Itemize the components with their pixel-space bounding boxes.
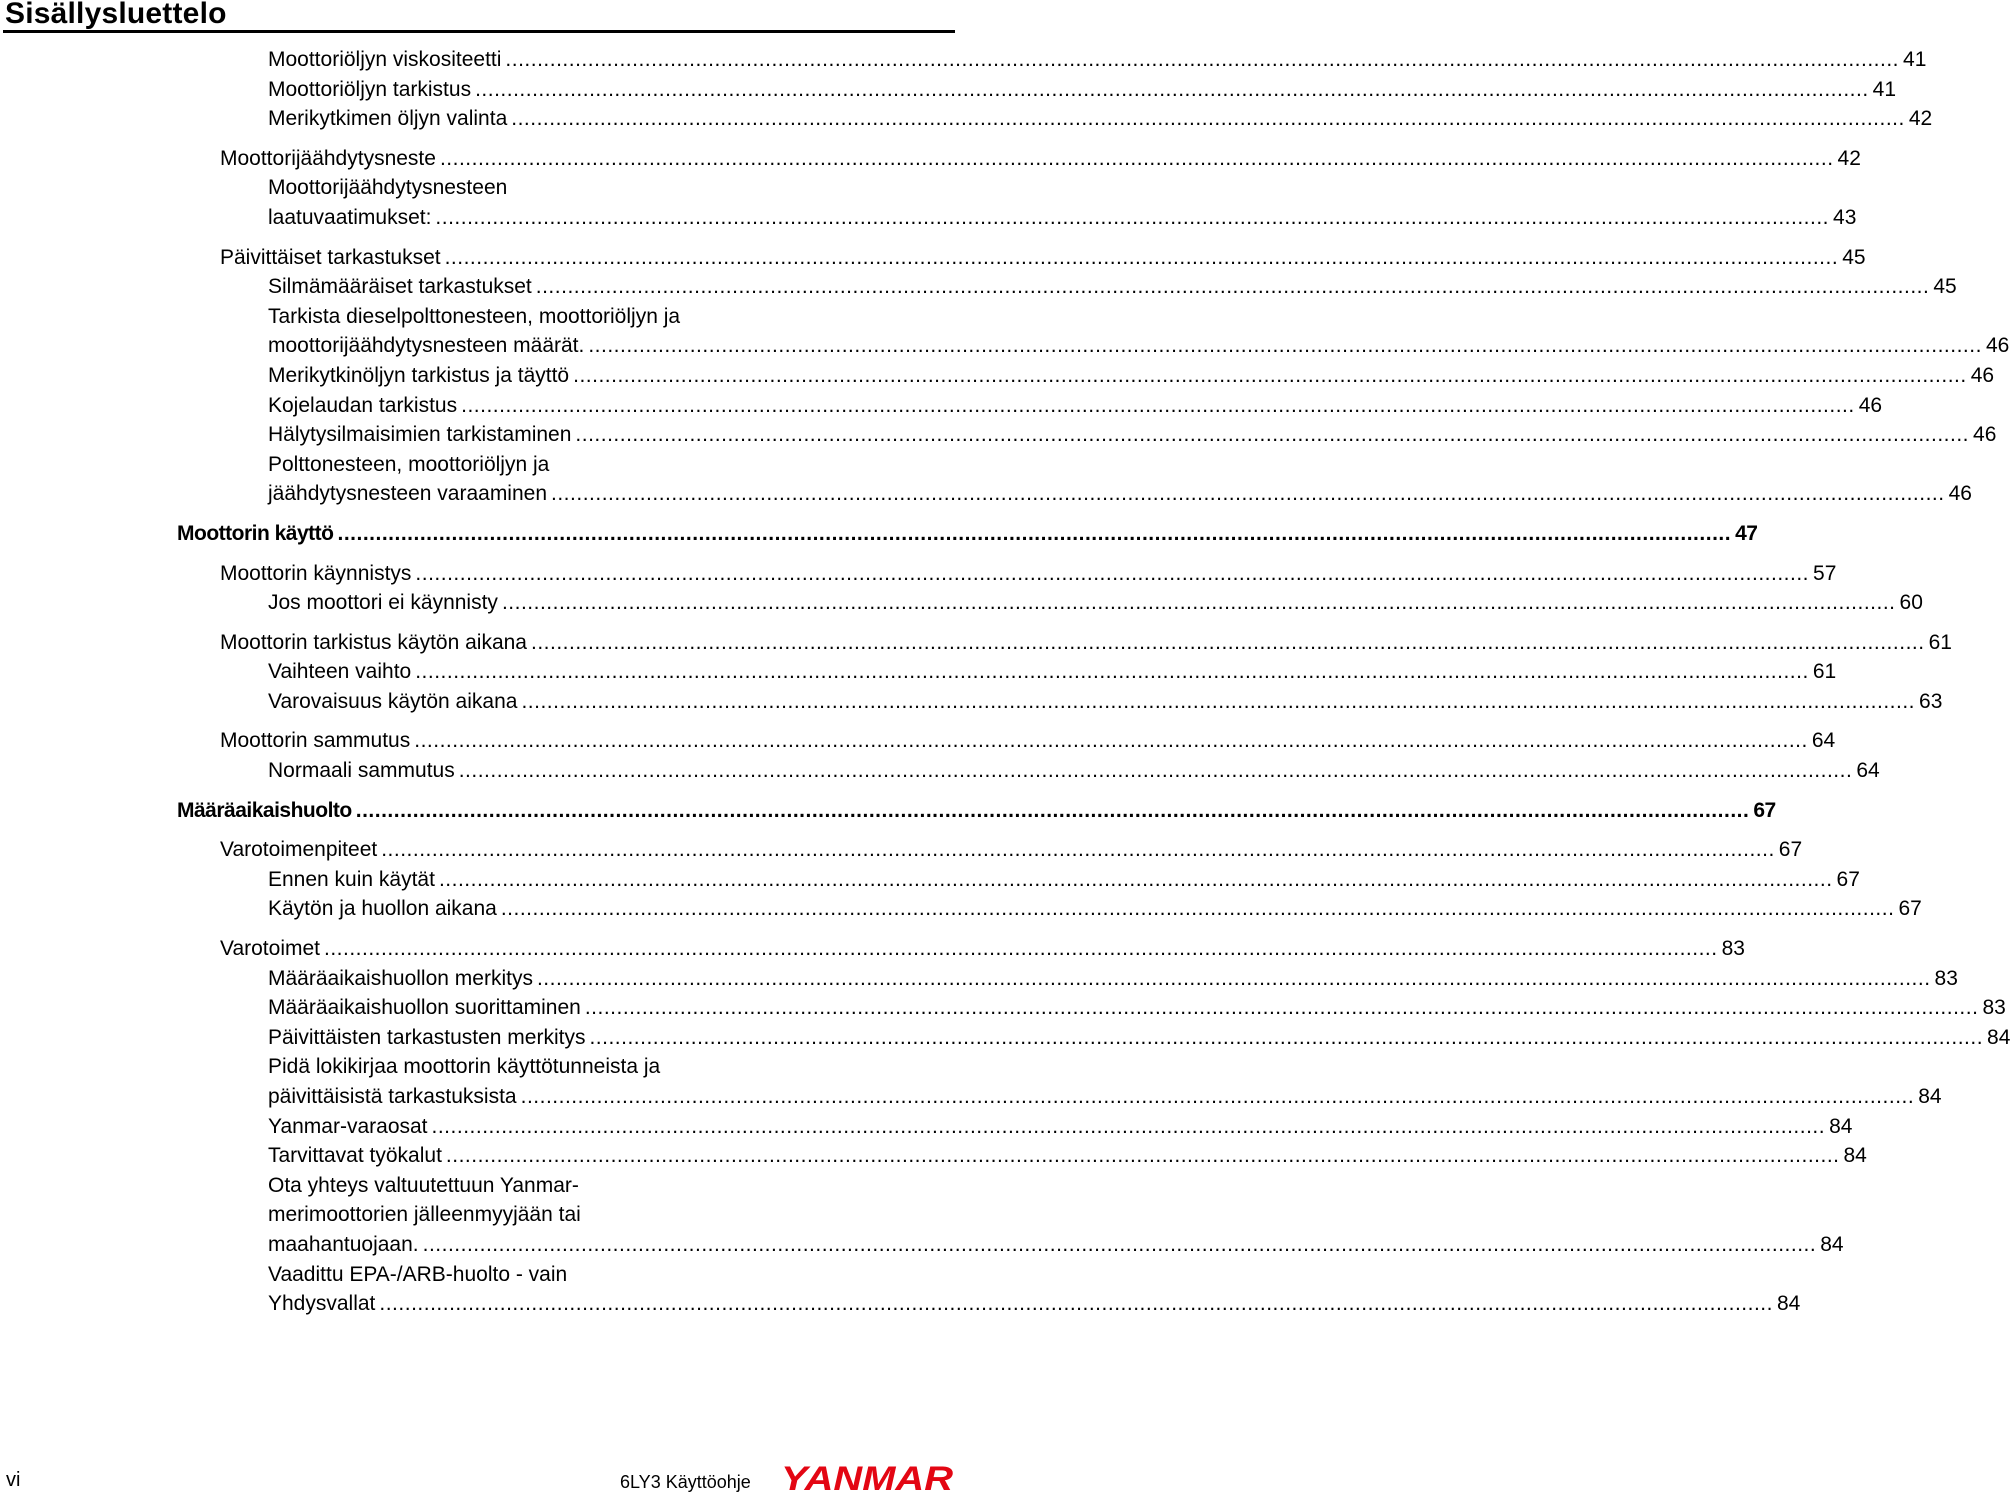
toc-entry-title: Jos moottori ei käynnisty	[268, 591, 498, 615]
toc-entry-line	[268, 993, 2006, 1023]
yanmar-logo-text: YANMAR	[781, 1460, 954, 1494]
toc-entry-title: päivittäisistä tarkastuksista	[268, 1085, 517, 1108]
toc-entry-title: Normaali sammutus	[268, 759, 455, 783]
toc-page-number: 84	[1776, 1292, 1801, 1316]
dot-leader: ............................................................................................................................................................................................................................	[588, 334, 1982, 358]
toc-entry-line	[268, 75, 1897, 105]
toc-entry-title: Moottorijäähdytysneste	[220, 146, 436, 170]
toc-entry[interactable]	[0, 934, 1745, 964]
toc-entry-title: Silmämääräiset tarkastukset	[268, 275, 532, 299]
dot-leader: ............................................................................................................................................................................................................................	[536, 966, 1931, 990]
toc-entry-line	[268, 361, 1995, 391]
toc-entry[interactable]	[0, 559, 1837, 589]
toc-entry[interactable]	[0, 391, 1883, 421]
toc-entry-line	[220, 726, 1836, 756]
toc-entry-title: Määräaikaishuollon merkitys	[268, 966, 533, 990]
toc-entry[interactable]	[0, 173, 1857, 232]
toc-page-number: 63	[1919, 689, 1943, 713]
toc-page-number: 83	[1982, 996, 2006, 1020]
toc-entry-title: Hälytysilmaisimien tarkistaminen	[268, 423, 572, 447]
toc-entry-line	[268, 1112, 1853, 1142]
toc-entry-title: Moottorin sammutus	[220, 729, 411, 753]
toc-page-number: 67	[1898, 897, 1922, 921]
dot-leader: ............................................................................................................................................................................................................................	[511, 107, 1905, 131]
toc-entry[interactable]	[0, 628, 1952, 658]
dot-leader: ............................................................................................................................................................................................................................	[435, 205, 1830, 229]
dot-leader: ............................................................................................................................................................................................................................	[355, 798, 1750, 822]
toc-page-number: 64	[1856, 759, 1880, 783]
toc-entry-title: merimoottorien jälleenmyyjään tai	[268, 1203, 581, 1227]
toc-entry-title: Moottorin käyttö	[177, 521, 334, 545]
toc-entry-title: Tarvittavat työkalut	[268, 1144, 442, 1168]
dot-leader: ............................................................................................................................................................................................................................	[438, 867, 1833, 891]
toc-page-number: 45	[1933, 275, 1957, 299]
dot-leader: ............................................................................................................................................................................................................................	[530, 630, 1925, 654]
toc-page-number: 42	[1837, 146, 1861, 170]
toc-page-number: 64	[1811, 729, 1836, 753]
toc-entry[interactable]	[0, 1171, 1844, 1260]
toc-entry-line	[220, 835, 1803, 865]
toc-entry-line	[220, 243, 1866, 273]
toc-entry-line	[268, 479, 1972, 509]
dot-leader: ............................................................................................................................................................................................................................	[458, 759, 1853, 783]
manual-title: 6LY3 Käyttöohje	[620, 1472, 751, 1492]
toc-entry-line	[268, 657, 1837, 687]
toc-entry[interactable]	[0, 1023, 2010, 1053]
toc-entry[interactable]	[0, 894, 1922, 924]
dot-leader: ............................................................................................................................................................................................................................	[439, 146, 1834, 170]
toc-entry[interactable]	[0, 1260, 1801, 1319]
toc-entry-title: Yanmar-varaosat	[268, 1114, 428, 1138]
toc-entry[interactable]	[0, 420, 1997, 450]
toc-entry-title: Ota yhteys valtuutettuun Yanmar-	[268, 1173, 579, 1197]
toc-entry-line	[268, 687, 1943, 717]
dot-leader: ............................................................................................................................................................................................................................	[520, 1085, 1915, 1108]
toc-entry-line	[220, 144, 1861, 174]
toc-entry-title: Moottoriöljyn tarkistus	[268, 77, 472, 101]
toc-entry-line	[268, 1230, 1844, 1260]
toc-page-number: 67	[1836, 867, 1860, 891]
toc-entry-title: Määräaikaishuolto	[177, 798, 352, 822]
toc-entry-line	[268, 1023, 2010, 1053]
toc-entry[interactable]	[0, 588, 1923, 618]
toc-entry-line	[177, 796, 1776, 826]
toc-page-number: 84	[1829, 1114, 1853, 1138]
toc-entry[interactable]	[0, 361, 1995, 391]
yanmar-logo	[779, 1461, 955, 1493]
dot-leader: ............................................................................................................................................................................................................................	[415, 660, 1809, 684]
toc-entry[interactable]	[0, 1112, 1853, 1142]
toc-entry[interactable]	[0, 1052, 1942, 1111]
dot-leader: ............................................................................................................................................................................................................................	[584, 996, 1979, 1020]
toc-entry-title: Varotoimet	[220, 937, 320, 961]
toc-entry[interactable]	[0, 756, 1880, 786]
dot-leader: ............................................................................................................................................................................................................................	[551, 482, 1945, 506]
toc-entry-title: Moottorin käynnistys	[220, 561, 412, 585]
toc-entry[interactable]	[0, 302, 2010, 361]
toc-entry-line	[268, 894, 1922, 924]
toc-entry[interactable]	[0, 687, 1943, 717]
table-of-contents	[0, 45, 2010, 1319]
toc-entry-line	[268, 1141, 1867, 1171]
toc-page-number: 61	[1928, 630, 1952, 654]
toc-entry-line	[268, 45, 1927, 75]
dot-leader: ............................................................................................................................................................................................................................	[589, 1025, 1984, 1049]
toc-entry-line	[268, 1289, 1801, 1319]
toc-entry-title: Merikytkinöljyn tarkistus ja täyttö	[268, 363, 570, 387]
toc-entry-title: Merikytkimen öljyn valinta	[268, 107, 508, 131]
dot-leader: ............................................................................................................................................................................................................................	[444, 245, 1839, 269]
toc-entry-line	[177, 519, 1758, 549]
toc-page-number: 67	[1753, 798, 1776, 822]
toc-entry-title: laatuvaatimukset:	[268, 205, 432, 229]
toc-page-number: 42	[1908, 107, 1933, 131]
toc-page-number: 46	[1858, 393, 1883, 417]
toc-entry-line	[268, 104, 1933, 134]
toc-entry-line	[268, 203, 1857, 233]
toc-page-number: 84	[1843, 1144, 1867, 1168]
toc-entry-title: Yhdysvallat	[268, 1292, 376, 1316]
toc-page-number: 41	[1903, 48, 1927, 71]
dot-leader: ............................................................................................................................................................................................................................	[431, 1114, 1826, 1138]
toc-entry-line	[220, 628, 1952, 658]
toc-entry-line	[268, 391, 1883, 421]
dot-leader: ............................................................................................................................................................................................................................	[379, 1292, 1773, 1316]
toc-page-number: 47	[1735, 521, 1758, 545]
toc-entry[interactable]	[0, 993, 2006, 1023]
toc-entry-title: Kojelaudan tarkistus	[268, 393, 458, 417]
toc-entry-title: Moottorijäähdytysnesteen	[268, 176, 508, 200]
dot-leader: ............................................................................................................................................................................................................................	[461, 393, 1855, 417]
dot-leader: ............................................................................................................................................................................................................................	[415, 561, 1810, 585]
toc-entry-title: Moottoriöljyn viskositeetti	[268, 48, 502, 71]
toc-entry[interactable]	[0, 272, 1957, 302]
toc-page-number: 84	[1987, 1025, 2010, 1049]
header-rule	[3, 30, 955, 33]
toc-entry[interactable]	[0, 104, 1933, 134]
toc-entry[interactable]	[0, 726, 1836, 756]
toc-entry-line	[268, 420, 1997, 450]
toc-entry-line	[268, 588, 1923, 618]
toc-entry-title: Polttonesteen, moottoriöljyn ja	[268, 452, 550, 476]
toc-entry[interactable]	[0, 964, 1958, 994]
toc-entry-title: Päivittäisten tarkastusten merkitys	[268, 1025, 586, 1049]
toc-page-number: 57	[1813, 561, 1837, 585]
toc-page-number: 45	[1842, 245, 1866, 269]
dot-leader: ............................................................................................................................................................................................................................	[521, 689, 1916, 713]
dot-leader: ............................................................................................................................................................................................................................	[324, 937, 1718, 961]
dot-leader: ............................................................................................................................................................................................................................	[422, 1232, 1817, 1256]
toc-entry-title: Pidä lokikirjaa moottorin käyttötunneista ja	[268, 1055, 661, 1079]
toc-entry[interactable]	[0, 45, 1927, 75]
toc-entry-line	[268, 964, 1958, 994]
toc-entry-title: moottorijäähdytysnesteen määrät.	[268, 334, 585, 358]
toc-page-number: 43	[1833, 205, 1857, 229]
dot-leader: ............................................................................................................................................................................................................................	[475, 77, 1869, 101]
dot-leader: ............................................................................................................................................................................................................................	[501, 591, 1896, 615]
toc-page-number: 83	[1721, 937, 1745, 961]
dot-leader: ............................................................................................................................................................................................................................	[500, 897, 1895, 921]
toc-entry-title: Vaadittu EPA-/ARB-huolto - vain	[268, 1262, 568, 1286]
toc-entry[interactable]	[0, 450, 1972, 509]
toc-entry[interactable]	[0, 1141, 1867, 1171]
dot-leader: ............................................................................................................................................................................................................................	[381, 838, 1775, 862]
toc-entry[interactable]	[0, 796, 1776, 826]
toc-page-number: 67	[1778, 838, 1803, 862]
toc-entry-line	[268, 1082, 1942, 1112]
toc-entry-line	[220, 934, 1745, 964]
toc-entry[interactable]	[0, 75, 1897, 105]
toc-page-number: 61	[1812, 660, 1837, 684]
toc-entry[interactable]	[0, 657, 1837, 687]
toc-page-number: 46	[1973, 423, 1997, 447]
toc-page-number: 41	[1872, 77, 1897, 101]
toc-entry-title: Vaihteen vaihto	[268, 660, 412, 684]
toc-page-number: 60	[1899, 591, 1923, 615]
dot-leader: ............................................................................................................................................................................................................................	[505, 48, 1900, 71]
toc-entry-line	[268, 756, 1880, 786]
toc-entry-title: Varovaisuus käytön aikana	[268, 689, 518, 713]
toc-entry-title: Varotoimenpiteet	[220, 838, 378, 862]
dot-leader: ............................................................................................................................................................................................................................	[414, 729, 1808, 753]
toc-entry-line	[268, 272, 1957, 302]
toc-entry-title: Määräaikaishuollon suorittaminen	[268, 996, 581, 1020]
toc-entry[interactable]	[0, 865, 1860, 895]
dot-leader: ............................................................................................................................................................................................................................	[445, 1144, 1840, 1168]
dot-leader: ............................................................................................................................................................................................................................	[573, 363, 1967, 387]
toc-entry-line	[268, 331, 2010, 361]
toc-page-number: 83	[1934, 966, 1958, 990]
toc-entry-title: Ennen kuin käytät	[268, 867, 435, 891]
toc-page-number: 84	[1918, 1085, 1942, 1108]
dot-leader: ............................................................................................................................................................................................................................	[575, 423, 1970, 447]
toc-entry-line	[220, 559, 1837, 589]
page-title: Sisällysluettelo	[5, 0, 227, 30]
dot-leader: ............................................................................................................................................................................................................................	[337, 521, 1732, 545]
toc-entry[interactable]	[0, 243, 1866, 273]
toc-entry-line	[268, 865, 1860, 895]
toc-entry-title: Käytön ja huollon aikana	[268, 897, 497, 921]
page-number: vi	[6, 1469, 21, 1491]
toc-entry-title: maahantuojaan.	[268, 1232, 419, 1256]
toc-entry-title: jäähdytysnesteen varaaminen	[268, 482, 548, 506]
toc-entry[interactable]	[0, 519, 1758, 549]
toc-entry-title: Tarkista dieselpolttonesteen, moottoriöljyn ja	[268, 304, 681, 328]
toc-page-number: 46	[1948, 482, 1972, 506]
toc-entry-title: Päivittäiset tarkastukset	[220, 245, 441, 269]
toc-page-number: 46	[1985, 334, 2010, 358]
toc-page-number: 46	[1970, 363, 1995, 387]
dot-leader: ............................................................................................................................................................................................................................	[535, 275, 1930, 299]
toc-entry-title: Moottorin tarkistus käytön aikana	[220, 630, 527, 654]
toc-entry[interactable]	[0, 144, 1861, 174]
toc-entry[interactable]	[0, 835, 1803, 865]
toc-page-number: 84	[1820, 1232, 1844, 1256]
